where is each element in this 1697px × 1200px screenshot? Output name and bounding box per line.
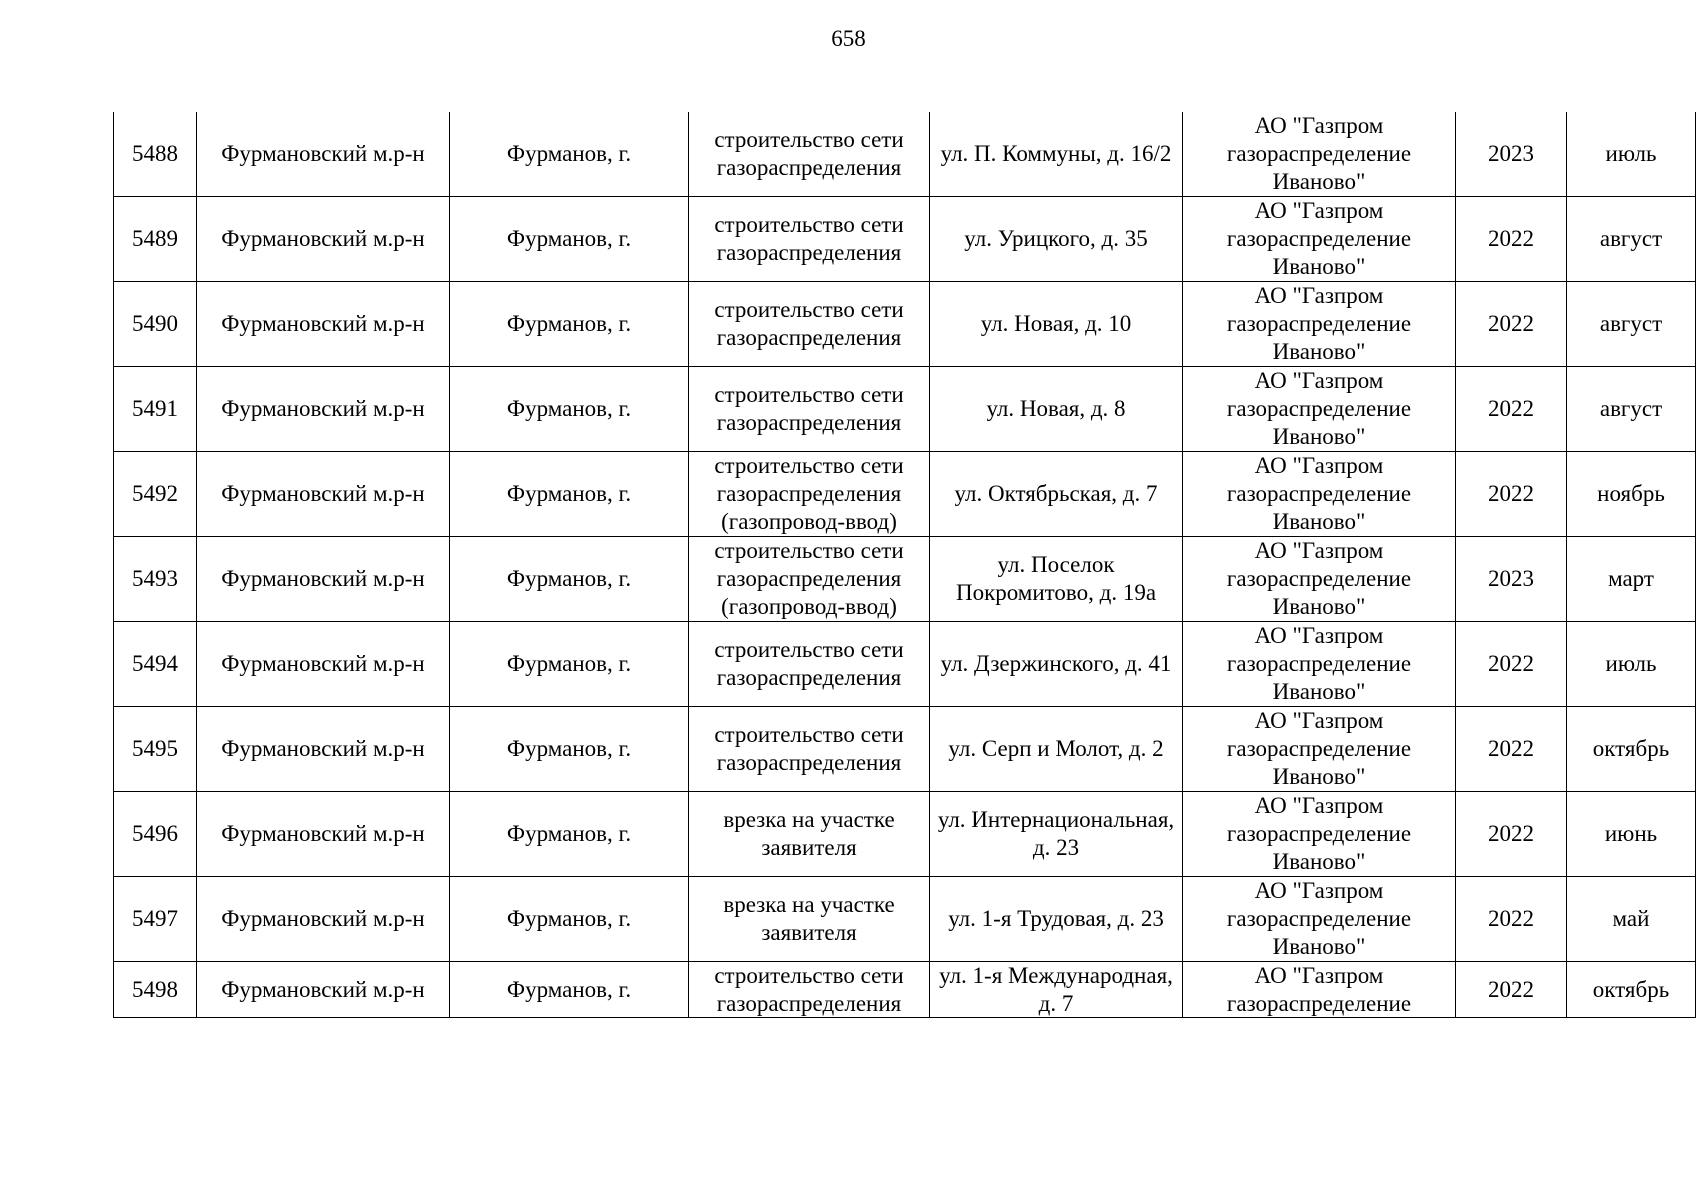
month-cell-text: июнь — [1604, 821, 1658, 846]
year-cell — [1456, 707, 1567, 792]
organization-cell-text: АО "Газпром газораспределение — [1226, 963, 1412, 1016]
address-cell — [930, 962, 1183, 1018]
work-type-cell-text: строительство сети газораспределения — [714, 127, 904, 180]
work-type-cell-text: строительство сети газораспределения (газопровод-ввод) — [714, 453, 904, 534]
address-cell-text: ул. 1-я Международная, д. 7 — [939, 963, 1173, 1016]
district-cell — [197, 282, 450, 367]
row-number-text: 5497 — [132, 906, 178, 931]
address-cell-text: ул. Поселок Покромитово, д. 19а — [955, 552, 1157, 605]
month-cell — [1567, 197, 1696, 282]
district-cell-text: Фурмановский м.р-н — [221, 976, 425, 1002]
year-cell-text: 2023 — [1488, 566, 1534, 591]
organization-cell — [1183, 452, 1456, 537]
year-cell — [1456, 537, 1567, 622]
district-cell — [197, 197, 450, 282]
city-cell-text: Фурманов, г. — [506, 566, 632, 591]
year-cell-text: 2022 — [1488, 481, 1534, 506]
work-type-cell-text: строительство сети газораспределения — [714, 637, 904, 690]
district-cell — [197, 367, 450, 452]
address-cell-text: ул. Новая, д. 8 — [986, 396, 1126, 421]
month-cell — [1567, 792, 1696, 877]
row-number-text: 5493 — [132, 566, 178, 591]
city-cell-text: Фурманов, г. — [506, 226, 632, 251]
month-cell — [1567, 622, 1696, 707]
organization-cell — [1183, 197, 1456, 282]
city-cell — [450, 877, 689, 962]
organization-cell-text: АО "Газпром газораспределение Иваново" — [1226, 283, 1412, 364]
year-cell — [1456, 282, 1567, 367]
district-cell-text: Фурмановский м.р-н — [221, 311, 425, 336]
district-cell — [197, 877, 450, 962]
address-cell-text: ул. Дзержинского, д. 41 — [940, 651, 1172, 676]
month-cell-text: май — [1612, 906, 1650, 931]
address-cell — [930, 877, 1183, 962]
month-cell-text: октябрь — [1592, 976, 1670, 1002]
organization-cell — [1183, 962, 1456, 1018]
year-cell — [1456, 962, 1567, 1018]
district-cell-text: Фурмановский м.р-н — [221, 396, 425, 421]
organization-cell-text: АО "Газпром газораспределение Иваново" — [1226, 623, 1412, 704]
row-number-text: 5495 — [132, 736, 178, 761]
month-cell-text: март — [1608, 566, 1654, 591]
work-type-cell-text: строительство сети газораспределения — [714, 212, 904, 265]
table-row — [114, 197, 1696, 282]
district-cell — [197, 792, 450, 877]
work-type-cell-text: строительство сети газораспределения — [714, 963, 904, 1016]
row-number — [114, 622, 197, 707]
table-row — [114, 452, 1696, 537]
city-cell-text: Фурманов, г. — [506, 141, 632, 166]
organization-cell — [1183, 622, 1456, 707]
organization-cell-text: АО "Газпром газораспределение Иваново" — [1226, 453, 1412, 534]
district-cell-text: Фурмановский м.р-н — [221, 226, 425, 251]
work-type-cell — [689, 367, 930, 452]
organization-cell-text: АО "Газпром газораспределение Иваново" — [1226, 708, 1412, 789]
district-cell-text: Фурмановский м.р-н — [221, 141, 425, 166]
organization-cell — [1183, 367, 1456, 452]
organization-cell-text: АО "Газпром газораспределение Иваново" — [1226, 878, 1412, 959]
address-cell-text: ул. Интернациональная, д. 23 — [937, 807, 1175, 860]
district-cell — [197, 622, 450, 707]
work-type-cell — [689, 452, 930, 537]
district-cell-text: Фурмановский м.р-н — [221, 821, 425, 846]
row-number-text: 5489 — [132, 226, 178, 251]
table-row — [114, 962, 1696, 1018]
address-cell-text: ул. Серп и Молот, д. 2 — [948, 736, 1164, 761]
year-cell — [1456, 877, 1567, 962]
organization-cell — [1183, 877, 1456, 962]
row-number — [114, 537, 197, 622]
work-type-cell — [689, 622, 930, 707]
row-number — [114, 112, 197, 197]
month-cell — [1567, 707, 1696, 792]
year-cell-text: 2022 — [1488, 396, 1534, 421]
district-cell — [197, 707, 450, 792]
organization-cell-text: АО "Газпром газораспределение Иваново" — [1226, 793, 1412, 874]
work-type-cell-text: строительство сети газораспределения — [714, 722, 904, 775]
year-cell — [1456, 622, 1567, 707]
district-cell — [197, 962, 450, 1018]
city-cell-text: Фурманов, г. — [506, 976, 632, 1002]
district-cell — [197, 112, 450, 197]
organization-cell-text: АО "Газпром газораспределение Иваново" — [1226, 368, 1412, 449]
year-cell-text: 2022 — [1488, 906, 1534, 931]
district-cell — [197, 452, 450, 537]
work-type-cell-text: строительство сети газораспределения — [714, 297, 904, 350]
year-cell-text: 2022 — [1488, 736, 1534, 761]
work-type-cell — [689, 877, 930, 962]
table-row — [114, 112, 1696, 197]
city-cell — [450, 962, 689, 1018]
city-cell-text: Фурманов, г. — [506, 651, 632, 676]
row-number — [114, 792, 197, 877]
year-cell-text: 2022 — [1488, 311, 1534, 336]
organization-cell — [1183, 707, 1456, 792]
year-cell — [1456, 452, 1567, 537]
row-number-text: 5490 — [132, 311, 178, 336]
address-cell — [930, 622, 1183, 707]
page-number: 658 — [831, 26, 866, 51]
city-cell-text: Фурманов, г. — [506, 736, 632, 761]
month-cell — [1567, 537, 1696, 622]
month-cell — [1567, 367, 1696, 452]
address-cell-text: ул. П. Коммуны, д. 16/2 — [940, 141, 1172, 166]
address-cell — [930, 112, 1183, 197]
city-cell-text: Фурманов, г. — [506, 821, 632, 846]
table-row — [114, 537, 1696, 622]
year-cell — [1456, 197, 1567, 282]
year-cell — [1456, 367, 1567, 452]
work-type-cell-text: врезка на участке заявителя — [723, 807, 895, 860]
city-cell — [450, 707, 689, 792]
work-type-cell — [689, 282, 930, 367]
year-cell-text: 2022 — [1488, 651, 1534, 676]
organization-cell — [1183, 282, 1456, 367]
row-number-text: 5494 — [132, 651, 178, 676]
month-cell-text: июль — [1605, 141, 1657, 166]
work-type-cell-text: строительство сети газораспределения — [714, 382, 904, 435]
address-cell — [930, 282, 1183, 367]
row-number-text: 5491 — [132, 396, 178, 421]
address-cell — [930, 452, 1183, 537]
address-cell-text: ул. Октябрьская, д. 7 — [954, 481, 1158, 506]
city-cell-text: Фурманов, г. — [506, 396, 632, 421]
organization-cell-text: АО "Газпром газораспределение Иваново" — [1226, 198, 1412, 279]
address-cell-text: ул. Новая, д. 10 — [980, 311, 1132, 336]
organization-cell-text: АО "Газпром газораспределение Иваново" — [1226, 538, 1412, 619]
city-cell — [450, 452, 689, 537]
month-cell-text: июль — [1605, 651, 1657, 676]
table-row — [114, 367, 1696, 452]
work-type-cell-text: строительство сети газораспределения (газопровод-ввод) — [714, 538, 904, 619]
address-cell — [930, 197, 1183, 282]
city-cell-text: Фурманов, г. — [506, 906, 632, 931]
organization-cell-text: АО "Газпром газораспределение Иваново" — [1226, 113, 1412, 194]
address-cell — [930, 792, 1183, 877]
work-type-cell — [689, 962, 930, 1018]
row-number — [114, 197, 197, 282]
city-cell — [450, 112, 689, 197]
work-type-cell — [689, 707, 930, 792]
table-row — [114, 622, 1696, 707]
row-number — [114, 962, 197, 1018]
city-cell — [450, 197, 689, 282]
month-cell-text: август — [1599, 311, 1663, 336]
work-type-cell-text: врезка на участке заявителя — [723, 892, 895, 945]
city-cell — [450, 537, 689, 622]
district-cell-text: Фурмановский м.р-н — [221, 651, 425, 676]
row-number-text: 5498 — [132, 976, 178, 1002]
month-cell-text: октябрь — [1592, 736, 1670, 761]
gasification-table — [113, 112, 1696, 1018]
work-type-cell — [689, 537, 930, 622]
city-cell — [450, 367, 689, 452]
month-cell — [1567, 452, 1696, 537]
month-cell — [1567, 877, 1696, 962]
month-cell — [1567, 282, 1696, 367]
city-cell-text: Фурманов, г. — [506, 311, 632, 336]
row-number-text: 5496 — [132, 821, 178, 846]
city-cell — [450, 792, 689, 877]
organization-cell — [1183, 112, 1456, 197]
table-row — [114, 792, 1696, 877]
district-cell-text: Фурмановский м.р-н — [221, 566, 425, 591]
district-cell-text: Фурмановский м.р-н — [221, 481, 425, 506]
district-cell-text: Фурмановский м.р-н — [221, 736, 425, 761]
address-cell-text: ул. Урицкого, д. 35 — [964, 226, 1148, 251]
organization-cell — [1183, 537, 1456, 622]
city-cell-text: Фурманов, г. — [506, 481, 632, 506]
year-cell-text: 2022 — [1488, 976, 1534, 1002]
month-cell-text: август — [1599, 396, 1663, 421]
year-cell-text: 2022 — [1488, 226, 1534, 251]
year-cell — [1456, 112, 1567, 197]
district-cell-text: Фурмановский м.р-н — [221, 906, 425, 931]
row-number — [114, 707, 197, 792]
month-cell — [1567, 112, 1696, 197]
row-number — [114, 282, 197, 367]
district-cell — [197, 537, 450, 622]
month-cell-text: ноябрь — [1597, 481, 1665, 506]
month-cell — [1567, 962, 1696, 1018]
row-number-text: 5488 — [132, 141, 178, 166]
city-cell — [450, 282, 689, 367]
row-number — [114, 367, 197, 452]
address-cell — [930, 537, 1183, 622]
year-cell-text: 2023 — [1488, 141, 1534, 166]
table-body — [114, 112, 1696, 1018]
address-cell — [930, 367, 1183, 452]
year-cell-text: 2022 — [1488, 821, 1534, 846]
city-cell — [450, 622, 689, 707]
address-cell — [930, 707, 1183, 792]
address-cell-text: ул. 1-я Трудовая, д. 23 — [948, 906, 1164, 931]
row-number-text: 5492 — [132, 481, 178, 506]
organization-cell — [1183, 792, 1456, 877]
table-row — [114, 877, 1696, 962]
work-type-cell — [689, 197, 930, 282]
row-number — [114, 452, 197, 537]
table-row — [114, 282, 1696, 367]
month-cell-text: август — [1599, 226, 1663, 251]
year-cell — [1456, 792, 1567, 877]
row-number — [114, 877, 197, 962]
table-row — [114, 707, 1696, 792]
work-type-cell — [689, 112, 930, 197]
work-type-cell — [689, 792, 930, 877]
